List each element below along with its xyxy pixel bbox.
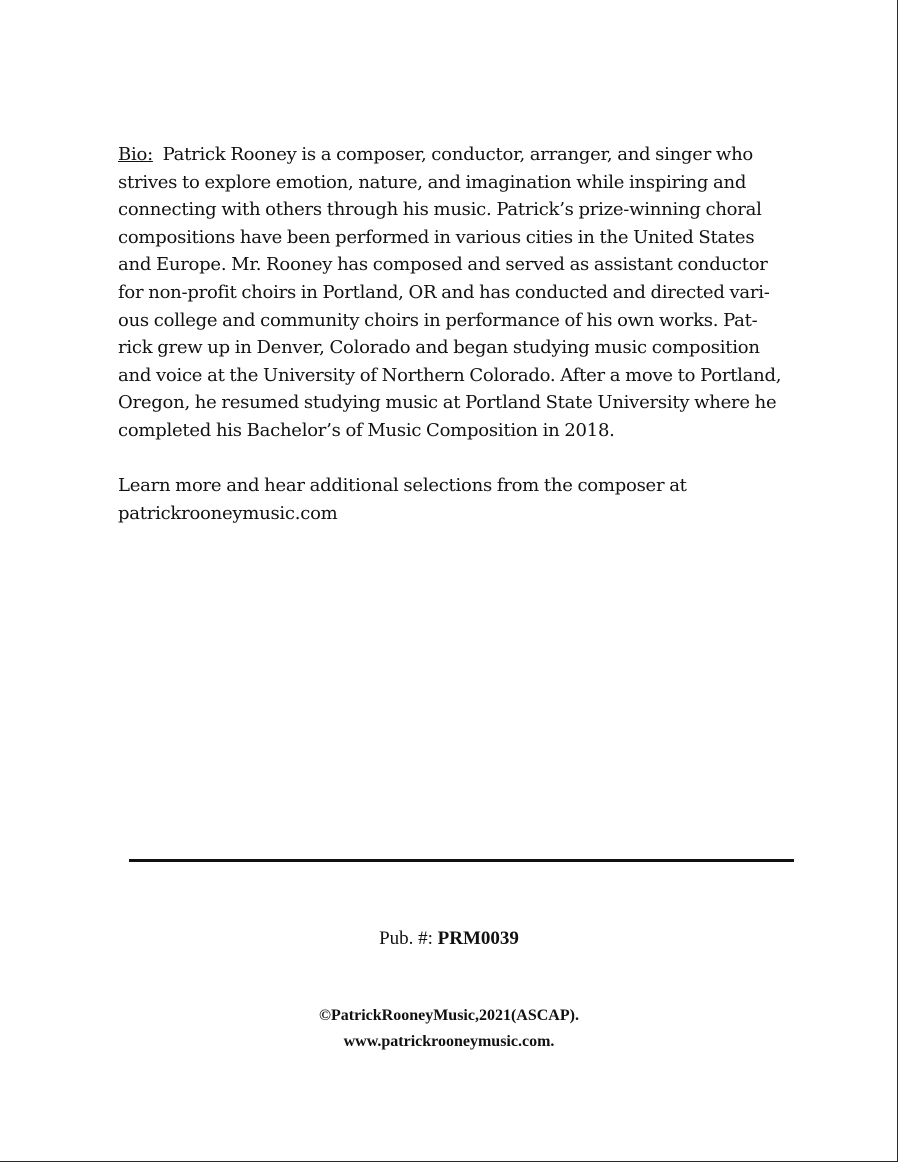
learn-more-url: patrickrooneymusic.com [118,502,338,524]
bio-line: for non-profit choirs in Portland, OR and has conducted and directed vari- [118,281,770,303]
bio-label: Bio: [118,144,153,165]
bio-line: connecting with others through his music. Patrick’s prize-winning choral [118,199,762,221]
bio-line: compositions have been performed in various cities in the United States [118,226,755,248]
bio-line: completed his Bachelor’s of Music Composition in 2018. [118,419,615,441]
pub-label: Pub. #: [379,928,438,949]
learn-more-line: Learn more and hear additional selections from the composer at [118,475,687,496]
bio-line [118,141,783,169]
bio-line: ous college and community choirs in performance of his own works. Pat- [118,309,758,331]
bio-line: and Europe. Mr. Rooney has composed and served as assistant conductor [118,254,768,276]
horizontal-divider [129,859,794,862]
pub-number: PRM0039 [437,928,519,949]
publication-number [0,926,898,952]
bio-line: and voice at the University of Northern Colorado. After a move to Portland, [118,364,782,386]
bio-line: strives to explore emotion, nature, and imagination while inspiring and [118,171,747,193]
copyright-notice: ©PatrickRooneyMusic,2021(ASCAP). [319,1007,579,1024]
bio-line: rick grew up in Denver, Colorado and began studying music composition [118,337,760,359]
learn-more-paragraph [118,472,783,527]
website-url: www.patrickrooneymusic.com. [343,1033,555,1050]
bio-line-text: Patrick Rooney is a composer, conductor, arranger, and singer who [152,144,754,165]
copyright-block [0,1003,898,1055]
bio-line: Oregon, he resumed studying music at Portland State University where he [118,392,777,414]
bio-paragraph [118,141,783,445]
